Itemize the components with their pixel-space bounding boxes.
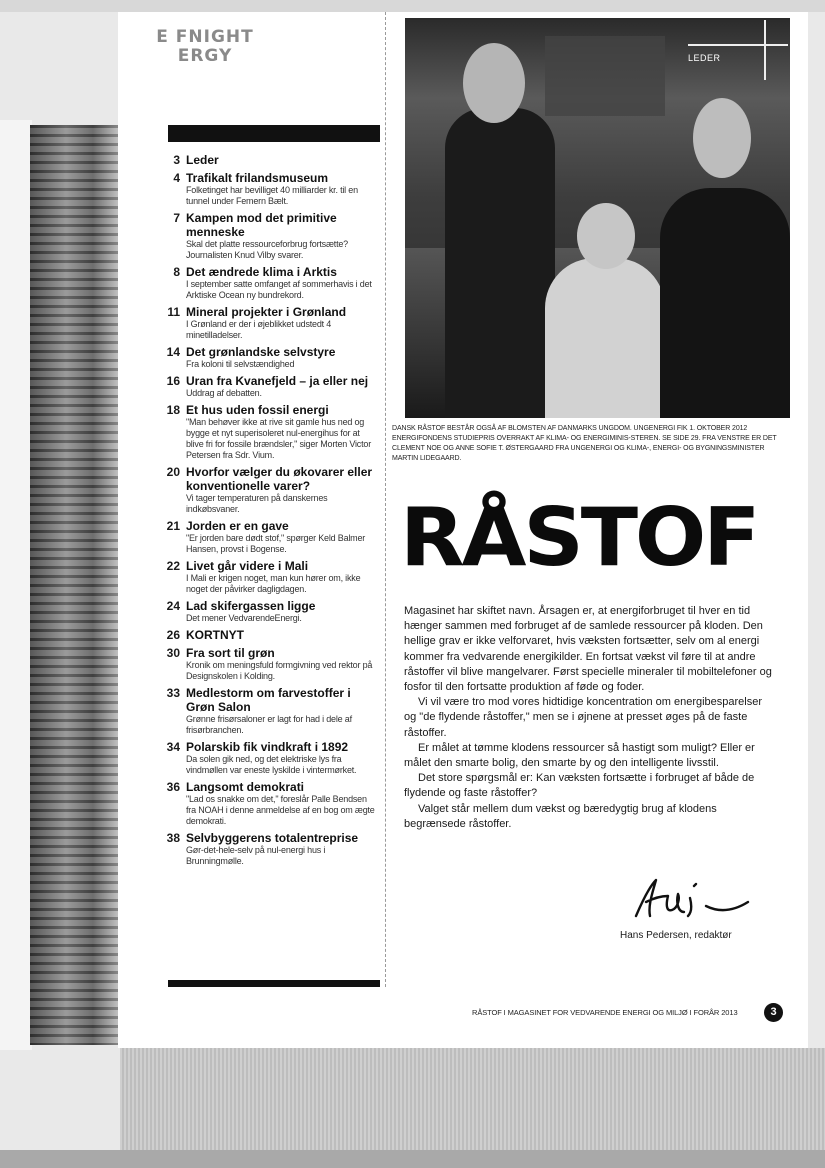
handwritten-signature <box>628 872 758 922</box>
toc-page-number: 30 <box>166 646 180 660</box>
toc-description: I september satte omfanget af sommerhavis i det Arktiske Ocean ny bundrekord. <box>186 279 372 300</box>
toc-item <box>160 211 378 261</box>
toc-item <box>160 345 378 370</box>
toc-title: Polarskib fik vindkraft i 1892 <box>186 740 349 754</box>
toc-item <box>160 465 378 515</box>
toc-description: Kronik om meningsfuld formgivning ved rektor på Designskolen i Kolding. <box>186 660 373 681</box>
toc-description: I Mali er krigen noget, man kun hører om, ikke noget der påvirker dagligdagen. <box>186 573 361 594</box>
toc-page-number: 26 <box>166 628 180 642</box>
toc-item <box>160 403 378 461</box>
toc-description: Folketinget har bevilliget 40 milliarder kr. til en tunnel under Femern Bælt. <box>186 185 358 206</box>
toc-page-number: 18 <box>166 403 180 417</box>
toc-description: Da solen gik ned, og det elektriske lys fra vindmøllen var eneste lyskilde i vintermørket. <box>186 754 357 775</box>
toc-header-bar <box>168 125 380 142</box>
toc-item <box>160 171 378 207</box>
toc-item <box>160 374 378 399</box>
toc-title: Et hus uden fossil energi <box>186 403 329 417</box>
toc-description: Vi tager temperaturen på danskernes indkøbsvaner. <box>186 493 328 514</box>
toc-item <box>160 646 378 682</box>
photo-caption: DANSK RÅSTOF BESTÅR OGSÅ AF BLOMSTEN AF DANMARKS UNGDOM. UNGENERGI FIK 1. OKTOBER 2012 ENERGIFONDENS STUDIEPRIS OVERRAKT AF KLIMA- OG ENERGIMINIS-STEREN. SE SIDE 29. FRA VENSTRE ER DET CLEMENT NOE OG ANNE SOFIE T. ØSTERGAARD FRA UNGENERGI OG KLIMA-, ENERGI- OG BYGNINGSMINISTER MARTIN LIDEGAARD. <box>392 425 777 462</box>
toc-page-number: 3 <box>173 153 180 167</box>
scan-shadow-bottom <box>0 1150 825 1168</box>
photo-sign <box>545 36 665 116</box>
toc-title: Hvorfor vælger du økovarer eller konventionelle varer? <box>186 465 373 493</box>
toc-page-number: 22 <box>166 559 180 573</box>
person-right-face <box>693 98 751 178</box>
toc-title: Det grønlandske selvstyre <box>186 345 336 359</box>
page-number: 3 <box>764 1003 783 1022</box>
paragraph: Valget står mellem dum vækst og bæredygtig brug af klodens begrænsede råstoffer. <box>404 802 717 830</box>
person-right <box>660 188 790 418</box>
scan-border-top <box>0 0 825 12</box>
toc-description: "Lad os snakke om det," foreslår Palle Bendsen fra NOAH i denne anmeldelse af en bog om ægte demokrati. <box>186 794 375 826</box>
toc-page-number: 4 <box>173 171 180 185</box>
toc-description: Fra koloni til selvstændighed <box>186 359 295 369</box>
toc-page-number: 16 <box>166 374 180 388</box>
toc-page-number: 14 <box>166 345 180 359</box>
person-left-face <box>463 43 525 123</box>
toc-title: Leder <box>186 153 219 167</box>
toc-title: Uran fra Kvanefjeld – ja eller nej <box>186 374 369 388</box>
toc-title: Kampen mod det primitive menneske <box>186 211 337 239</box>
section-tag-line-vertical <box>764 20 766 80</box>
section-tag-line-horizontal <box>688 44 788 46</box>
paragraph: Er målet at tømme klodens ressourcer så hastigt som muligt? Eller er målet den smarte bolig, den smarte by og den intelligente livsstil. <box>404 741 755 770</box>
toc-title: Selvbyggerens totalentreprise <box>186 831 359 845</box>
toc-title: Medlestorm om farvestoffer i Grøn Salon <box>186 686 351 714</box>
person-middle-face <box>577 203 635 269</box>
toc-page-number: 20 <box>166 465 180 479</box>
toc-description: Grønne frisørsaloner er lagt for had i dele af frisørbranchen. <box>186 714 352 735</box>
toc-title: Fra sort til grøn <box>186 646 275 660</box>
signature-name: Hans Pedersen, redaktør <box>620 930 732 941</box>
toc-title: Lad skifergassen ligge <box>186 599 316 613</box>
toc-page-number: 36 <box>166 780 180 794</box>
toc-page-number: 8 <box>173 265 180 279</box>
toc-page-number: 34 <box>166 740 180 754</box>
toc-description: "Man behøver ikke at rive sit gamle hus ned og bygge et nyt superisoleret nul-energihus for at blive fri for fossile brændsler," siger Morten Victor Petersen fra Sdr. Vium. <box>186 417 372 460</box>
toc-footer-bar <box>168 980 380 987</box>
toc-page-number: 38 <box>166 831 180 845</box>
person-middle <box>545 258 665 418</box>
toc-page-number: 7 <box>173 211 180 225</box>
leader-photo <box>405 18 790 418</box>
toc-title: Jorden er en gave <box>186 519 289 533</box>
toc-item <box>160 686 378 736</box>
toc-item <box>160 780 378 827</box>
article-body <box>404 604 776 832</box>
toc-page-number: 11 <box>167 305 180 319</box>
section-label: LEDER <box>688 53 721 63</box>
scan-magazine-stack <box>30 125 120 1045</box>
toc-title: Det ændrede klima i Arktis <box>186 265 337 279</box>
toc-description: Uddrag af debatten. <box>186 388 262 398</box>
toc-item <box>160 265 378 301</box>
toc-item <box>160 740 378 776</box>
toc-description: I Grønland er der i øjeblikket udstedt 4 minetilladelser. <box>186 319 332 340</box>
toc-title: Langsomt demokrati <box>186 780 305 794</box>
scan-edge-left <box>0 120 32 1050</box>
toc-description: "Er jorden bare dødt stof," spørger Keld Balmer Hansen, provst i Bogense. <box>186 533 366 554</box>
toc-title: KORTNYT <box>186 628 244 642</box>
toc-title: Mineral projekter i Grønland <box>186 305 347 319</box>
toc-description: Gør-det-hele-selv på nul-energi hus i Brunningmølle. <box>186 845 326 866</box>
paragraph: Magasinet har skiftet navn. Årsagen er, at energiforbruget til hver en tid hænger sammen med forbruget af de samlede ressourcer på kloden. Den hellige grav er ikke velforvaret, hvis væksten fortsætter, selv om al energi kommer fra vedvarende energikilder. En fortsat vækst vil føre til at andre råstoffer vil blive mangelvarer. Først specielle mineraler til mobiltelefoner og fosfor til den fortsatte produktion af føde og foder. <box>404 605 772 694</box>
toc-item <box>160 153 378 167</box>
toc-item <box>160 628 378 642</box>
person-left <box>445 108 555 418</box>
toc-item <box>160 559 378 595</box>
toc-description: Det mener VedvarendeEnergi. <box>186 613 302 623</box>
paragraph: Vi vil være tro mod vores hidtidige koncentration om energibesparelser og "de flydende råstoffer," men se i øjnene at presset øges på de faste råstoffer. <box>404 696 763 739</box>
toc-item <box>160 831 378 867</box>
toc-item <box>160 305 378 341</box>
paragraph: Det store spørgsmål er: Kan væksten fortsætte i forbruget af både de flydende og faste råstoffer? <box>404 772 755 800</box>
toc-item <box>160 599 378 624</box>
toc-description: Skal det platte ressourceforbrug fortsætte? Journalisten Knud Vilby svarer. <box>186 239 348 260</box>
toc-title: Livet går videre i Mali <box>186 559 309 573</box>
column-divider <box>385 12 386 987</box>
photo-sign-text: E FNIGHT ERGY <box>156 27 254 66</box>
toc-page-number: 24 <box>166 599 180 613</box>
toc-item <box>160 519 378 555</box>
article-headline: RÅSTOF <box>400 491 758 584</box>
page-footer: RÅSTOF I MAGASINET FOR VEDVARENDE ENERGI OG MILJØ I FORÅR 2013 <box>472 1008 738 1017</box>
toc-page-number: 33 <box>166 686 180 700</box>
toc-page-number: 21 <box>166 519 180 533</box>
toc-title: Trafikalt frilandsmuseum <box>186 171 329 185</box>
table-of-contents <box>160 153 378 871</box>
